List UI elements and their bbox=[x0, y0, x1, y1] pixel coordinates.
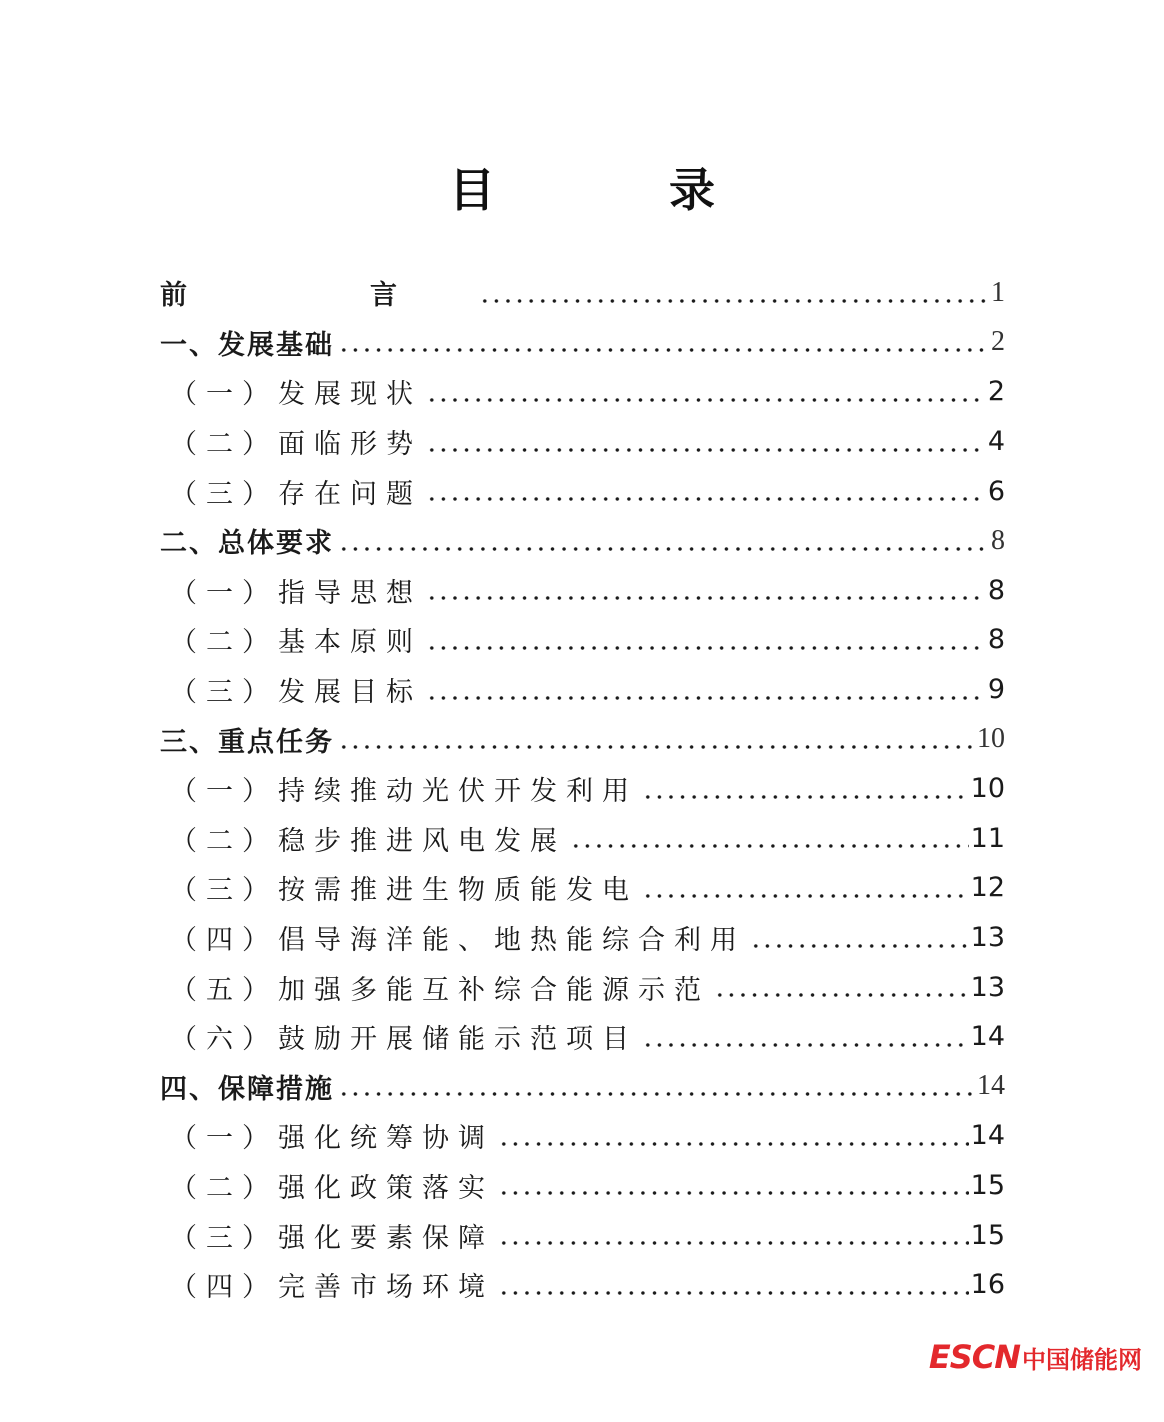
toc-entry-page-number: 14 bbox=[970, 1021, 1005, 1053]
toc-entry-page-number: 15 bbox=[970, 1169, 1005, 1201]
toc-entry-label: （三）发展目标 bbox=[160, 670, 426, 709]
toc-entry-label: （二）稳步推进风电发展 bbox=[160, 819, 570, 858]
toc-entry-page-number: 16 bbox=[970, 1269, 1005, 1301]
toc-dot-leader bbox=[498, 1170, 969, 1200]
toc-dot-leader bbox=[498, 1220, 969, 1250]
toc-entry-label: （二）基本原则 bbox=[160, 620, 426, 659]
toc-entry-page-number: 10 bbox=[970, 773, 1005, 805]
toc-entry-label: （六）鼓励开展储能示范项目 bbox=[160, 1017, 642, 1056]
toc-entry-page-number: 6 bbox=[987, 475, 1005, 507]
toc-entry-label: （三）存在问题 bbox=[160, 472, 426, 511]
toc-entry-chapter[interactable] bbox=[160, 268, 1005, 318]
toc-entry-label: （三）强化要素保障 bbox=[160, 1216, 498, 1255]
toc-entry-page-number: 13 bbox=[970, 971, 1005, 1003]
toc-entry-label: （一）持续推动光伏开发利用 bbox=[160, 769, 642, 808]
toc-entry-label: （五）加强多能互补综合能源示范 bbox=[160, 968, 714, 1007]
toc-dot-leader bbox=[642, 873, 969, 903]
watermark-cjk: 中国储能网 bbox=[1022, 1346, 1142, 1374]
toc-dot-leader bbox=[570, 823, 969, 853]
toc-entry-label: （一）强化统筹协调 bbox=[160, 1116, 498, 1155]
toc-entry-label: 前 言 bbox=[160, 273, 479, 312]
toc-entry-label: （一）发展现状 bbox=[160, 372, 426, 411]
toc-entry-page-number: 2 bbox=[987, 376, 1005, 408]
toc-entry-section[interactable] bbox=[160, 1111, 1005, 1161]
toc-entry-section[interactable] bbox=[160, 814, 1005, 864]
toc-entry-page-number: 8 bbox=[987, 574, 1005, 606]
toc-entry-section[interactable] bbox=[160, 1210, 1005, 1260]
toc-entry-page-number: 14 bbox=[970, 1120, 1005, 1152]
toc-entry-label: （四）完善市场环境 bbox=[160, 1265, 498, 1304]
toc-dot-leader bbox=[426, 476, 986, 506]
toc-entry-section[interactable] bbox=[160, 665, 1005, 715]
toc-entry-section[interactable] bbox=[160, 566, 1005, 616]
toc-dot-leader bbox=[642, 1022, 969, 1052]
toc-dot-leader bbox=[338, 1071, 975, 1101]
toc-dot-leader bbox=[426, 575, 986, 605]
toc-dot-leader bbox=[426, 625, 986, 655]
toc-entry-page-number: 11 bbox=[970, 822, 1005, 854]
toc-entry-section[interactable] bbox=[160, 863, 1005, 913]
toc-entry-chapter[interactable] bbox=[160, 714, 1005, 764]
toc-entry-section[interactable] bbox=[160, 962, 1005, 1012]
toc-entry-section[interactable] bbox=[160, 1012, 1005, 1062]
toc-entry-page-number: 15 bbox=[970, 1219, 1005, 1251]
toc-dot-leader bbox=[498, 1270, 969, 1300]
toc-entry-label: （一）指导思想 bbox=[160, 571, 426, 610]
toc-entry-section[interactable] bbox=[160, 1260, 1005, 1310]
toc-entry-page-number: 8 bbox=[991, 524, 1005, 556]
toc-entry-page-number: 4 bbox=[987, 426, 1005, 458]
watermark-latin: ESCN bbox=[928, 1338, 1020, 1376]
toc-dot-leader bbox=[426, 427, 986, 457]
toc-entry-label: （二）强化政策落实 bbox=[160, 1166, 498, 1205]
toc-entry-page-number: 1 bbox=[991, 276, 1005, 308]
toc-dot-leader bbox=[426, 675, 986, 705]
toc-dot-leader bbox=[338, 724, 975, 754]
toc-entry-page-number: 9 bbox=[987, 674, 1005, 706]
toc-dot-leader bbox=[498, 1121, 969, 1151]
toc-entry-section[interactable] bbox=[160, 764, 1005, 814]
watermark-logo bbox=[929, 1338, 1142, 1376]
toc-entry-label: 二、总体要求 bbox=[160, 521, 338, 560]
toc-dot-leader bbox=[338, 526, 987, 556]
toc-entry-chapter[interactable] bbox=[160, 516, 1005, 566]
toc-dot-leader bbox=[714, 972, 969, 1002]
toc-entry-page-number: 12 bbox=[970, 872, 1005, 904]
toc-entry-section[interactable] bbox=[160, 615, 1005, 665]
toc-entry-section[interactable] bbox=[160, 913, 1005, 963]
toc-entry-label: （三）按需推进生物质能发电 bbox=[160, 868, 642, 907]
toc-dot-leader bbox=[642, 774, 969, 804]
toc-entry-page-number: 14 bbox=[977, 1070, 1005, 1102]
toc-dot-leader bbox=[426, 377, 986, 407]
toc-dot-leader bbox=[750, 923, 969, 953]
toc-entry-label: 四、保障措施 bbox=[160, 1067, 338, 1106]
toc-entry-label: （四）倡导海洋能、地热能综合利用 bbox=[160, 918, 750, 957]
toc-dot-leader bbox=[479, 278, 987, 308]
toc-entry-label: 三、重点任务 bbox=[160, 720, 338, 759]
toc-entry-label: 一、发展基础 bbox=[160, 323, 338, 362]
toc-entry-page-number: 13 bbox=[970, 922, 1005, 954]
toc-title: 目 录 bbox=[449, 163, 779, 217]
toc-entry-page-number: 8 bbox=[987, 624, 1005, 656]
toc-entry-page-number: 10 bbox=[977, 723, 1005, 755]
toc-entry-section[interactable] bbox=[160, 1161, 1005, 1211]
toc-entry-page-number: 2 bbox=[991, 326, 1005, 358]
toc-entry-chapter[interactable] bbox=[160, 1062, 1005, 1112]
toc-list bbox=[160, 268, 1005, 1309]
toc-entry-label: （二）面临形势 bbox=[160, 422, 426, 461]
toc-entry-section[interactable] bbox=[160, 466, 1005, 516]
toc-dot-leader bbox=[338, 327, 987, 357]
toc-entry-chapter[interactable] bbox=[160, 318, 1005, 368]
toc-entry-section[interactable] bbox=[160, 417, 1005, 467]
toc-entry-section[interactable] bbox=[160, 367, 1005, 417]
